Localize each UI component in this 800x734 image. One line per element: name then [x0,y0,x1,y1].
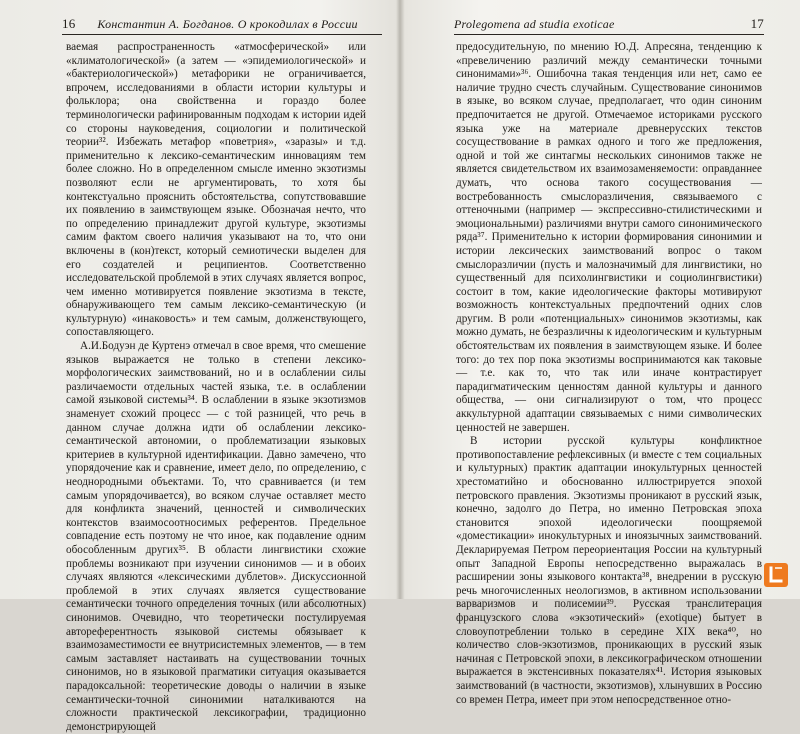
right-running-head: Prolegomena ad studia exoticae [454,16,615,31]
left-paragraph-2: А.И.Бодуэн де Куртенэ отмечал в свое время, что смешение языков выражается не только в степени лексико-морфологических заимствований, но и в ослаблении силы различаемости отдельных частей языка, т.е. в ослаблении самой языковой системы³⁴. В ослаблении в языке экзотизмов знаменует схожий процесс — с той разницей, что речь в данном случае должна идти об ослаблении лексико-семантической автономии, о проблематизации языковых критериев в культурной идентификации. Давно замечено, что упорядочение как и сравнение, имеет дело, по определению, с неоднородными объектами. То, что сравнивается (и тем самым упорядочивается), во всяком случае оставляет место для конфликта значений, ценностей и символических контекстов взаимосоотносимых референтов. Предельное совпадение есть поэтому не что иное, как подавление одним обособленным других³⁵. В области лингвистики схожие проблемы возникают при изучении синонимов — и в обоих случаях являются «лексическими дублетов». Дискуссионной проблемой в этих случаях является существование семантически точного определения точных (или абсолютных) синонимов. Очевидно, что теоретически постулируемая автореферентность языковой системы обязывает к взаимозаместимости ее внутрисистемных элементов, — в тем самым заставляет настаивать на существовании точных синонимов, но в языковой прагматики ситуация оказывается парадоксальной: теоретические доводы о наличии в языке семантически-точной синонимии наталкиваются на сложности практической лексикографии, традиционно демонстрирующей [66,340,366,733]
left-page [0,0,398,733]
left-body-text [66,41,366,734]
left-page-number: 16 [62,16,76,31]
right-running-header [454,14,764,35]
labirint-logo-icon [764,563,788,587]
right-page-number: 17 [750,16,764,31]
right-body-text [456,41,762,707]
right-paragraph-1: предосудительную, по мнению Ю.Д. Апресяна, тенденцию к «превеличению различий между семантически точными синонимами»³⁶. Ошибочна такая тенденция или нет, само ее наличие трудно счесть случайным. Существование синонимов в языке, во всяком случае, предполагает, что один синоним предпочитается не другой. Отмечаемое историками русского языка уже на материале древнерусских текстов сосуществование в рамках одного и того же предложения, одной и той же синтагмы нескольких синонимов также не является свидетельством их взаимозаменяемости: оправданнее думать, что основа такого сосуществования — востребованность смыслоразличения, связываемого с оттеночными (например — экспрессивно-стилистическими и эмоциональными) различиями внутри самого синонимического ряда³⁷. Применительно к истории формирования синонимии и истории лексических заимствований вопрос о таком смыслоразличии (пусть и малозначимый для лингвистики, но существенный для психолингвистики и социолингвистики) состоит в том, какие идеологические факторы мотивируют возможность контекстуальных предпочтений одних слов другим. В роли «потенциальных» синонимов экзотизмы, как можно думать, не безразличны к идеологическим и культурным обстоятельствам их появления в заимствующем языке. И более того: до тех пор пока экзотизмы воспринимаются как таковые — т.е. как то, что так или иначе контрастирует парадигматическим ценностям данной культуры и данного общества, — они сигнализируют о том, что процесс аккультурной адаптации связываемых с ними символических ценностей не завершен. [456,41,762,434]
left-running-head: Константин А. Богданов. О крокодилах в России [97,16,358,31]
right-page [402,0,800,706]
left-running-header [62,14,382,35]
right-paragraph-2: В истории русской культуры конфликтное противопоставление рефлексивных (и вместе с тем социальных и культурных) практик адаптации инокультурных ценностей хрестоматийно и обоснованно иллюстрируется эпохой петровского правления. Экзотизмы проникают в русский язык, конечно, задолго до Петра, но именно Петровская эпоха становится эпохой идеологически поощряемой «доместикации» инокультурных и иноязычных заимствований. Декларируемая Петром переориентация России на культурный опыт Западной Европы непосредственно выражалась в расширении зоны языкового контакта³⁸, внедрении в русскую речь многочисленных неологизмов, в активном использовании варваризмов и полисемии³⁹. Русская транслитерация французского слова «экзотический» (exotique) бытует в словоупотреблении только в середине XIX века⁴⁰, но количество слов-экзотизмов, проникающих в русский язык начиная с Петровской эпохи, в лексикографическом отношении выражается в экстенсивных показателях⁴¹. История языковых заимствований (в частности, экзотизмов), хлынувших в Россию со времен Петра, имеет при этом непосредственное отно- [456,435,762,706]
left-paragraph-1: ваемая распространенность «атмосферической» или «климатологической» (а затем — «эпидемиологической» и «бактериологической») метафорики не ограничивается, впрочем, исследованиями в области истории культуры и фольклора; она свойственна и гораздо более терминологически рафинированным подходам к истории идей со стороны науковедения, социологии и политической теории³². Избежать метафор «поветрия», «заразы» и т.д. применительно к лексико-семантическим инновациям тем более сложно. Но в определенном смысле именно экзотизмы позволяют если не аргументировать, то хотя бы контекстуально прояснить обстоятельства, сопутствовавшие их появлению в заимствующем языке. Обозначая нечто, что по определению принадлежит другой культуре, экзотизмы самим фактом своего наличия указывают на то, что они включены в (кон)текст, который семиотически выделен для его создателей и реципиентов. Соответственно исследовательской проблемой в этих случаях является вопрос, чем именно мотивируется появление экзотизма в тексте, обнаруживающего тем самым лексико-семантическую (и культурную) «инаковость» и тем самым, долженствующего, сопоставляющего. [66,41,366,339]
